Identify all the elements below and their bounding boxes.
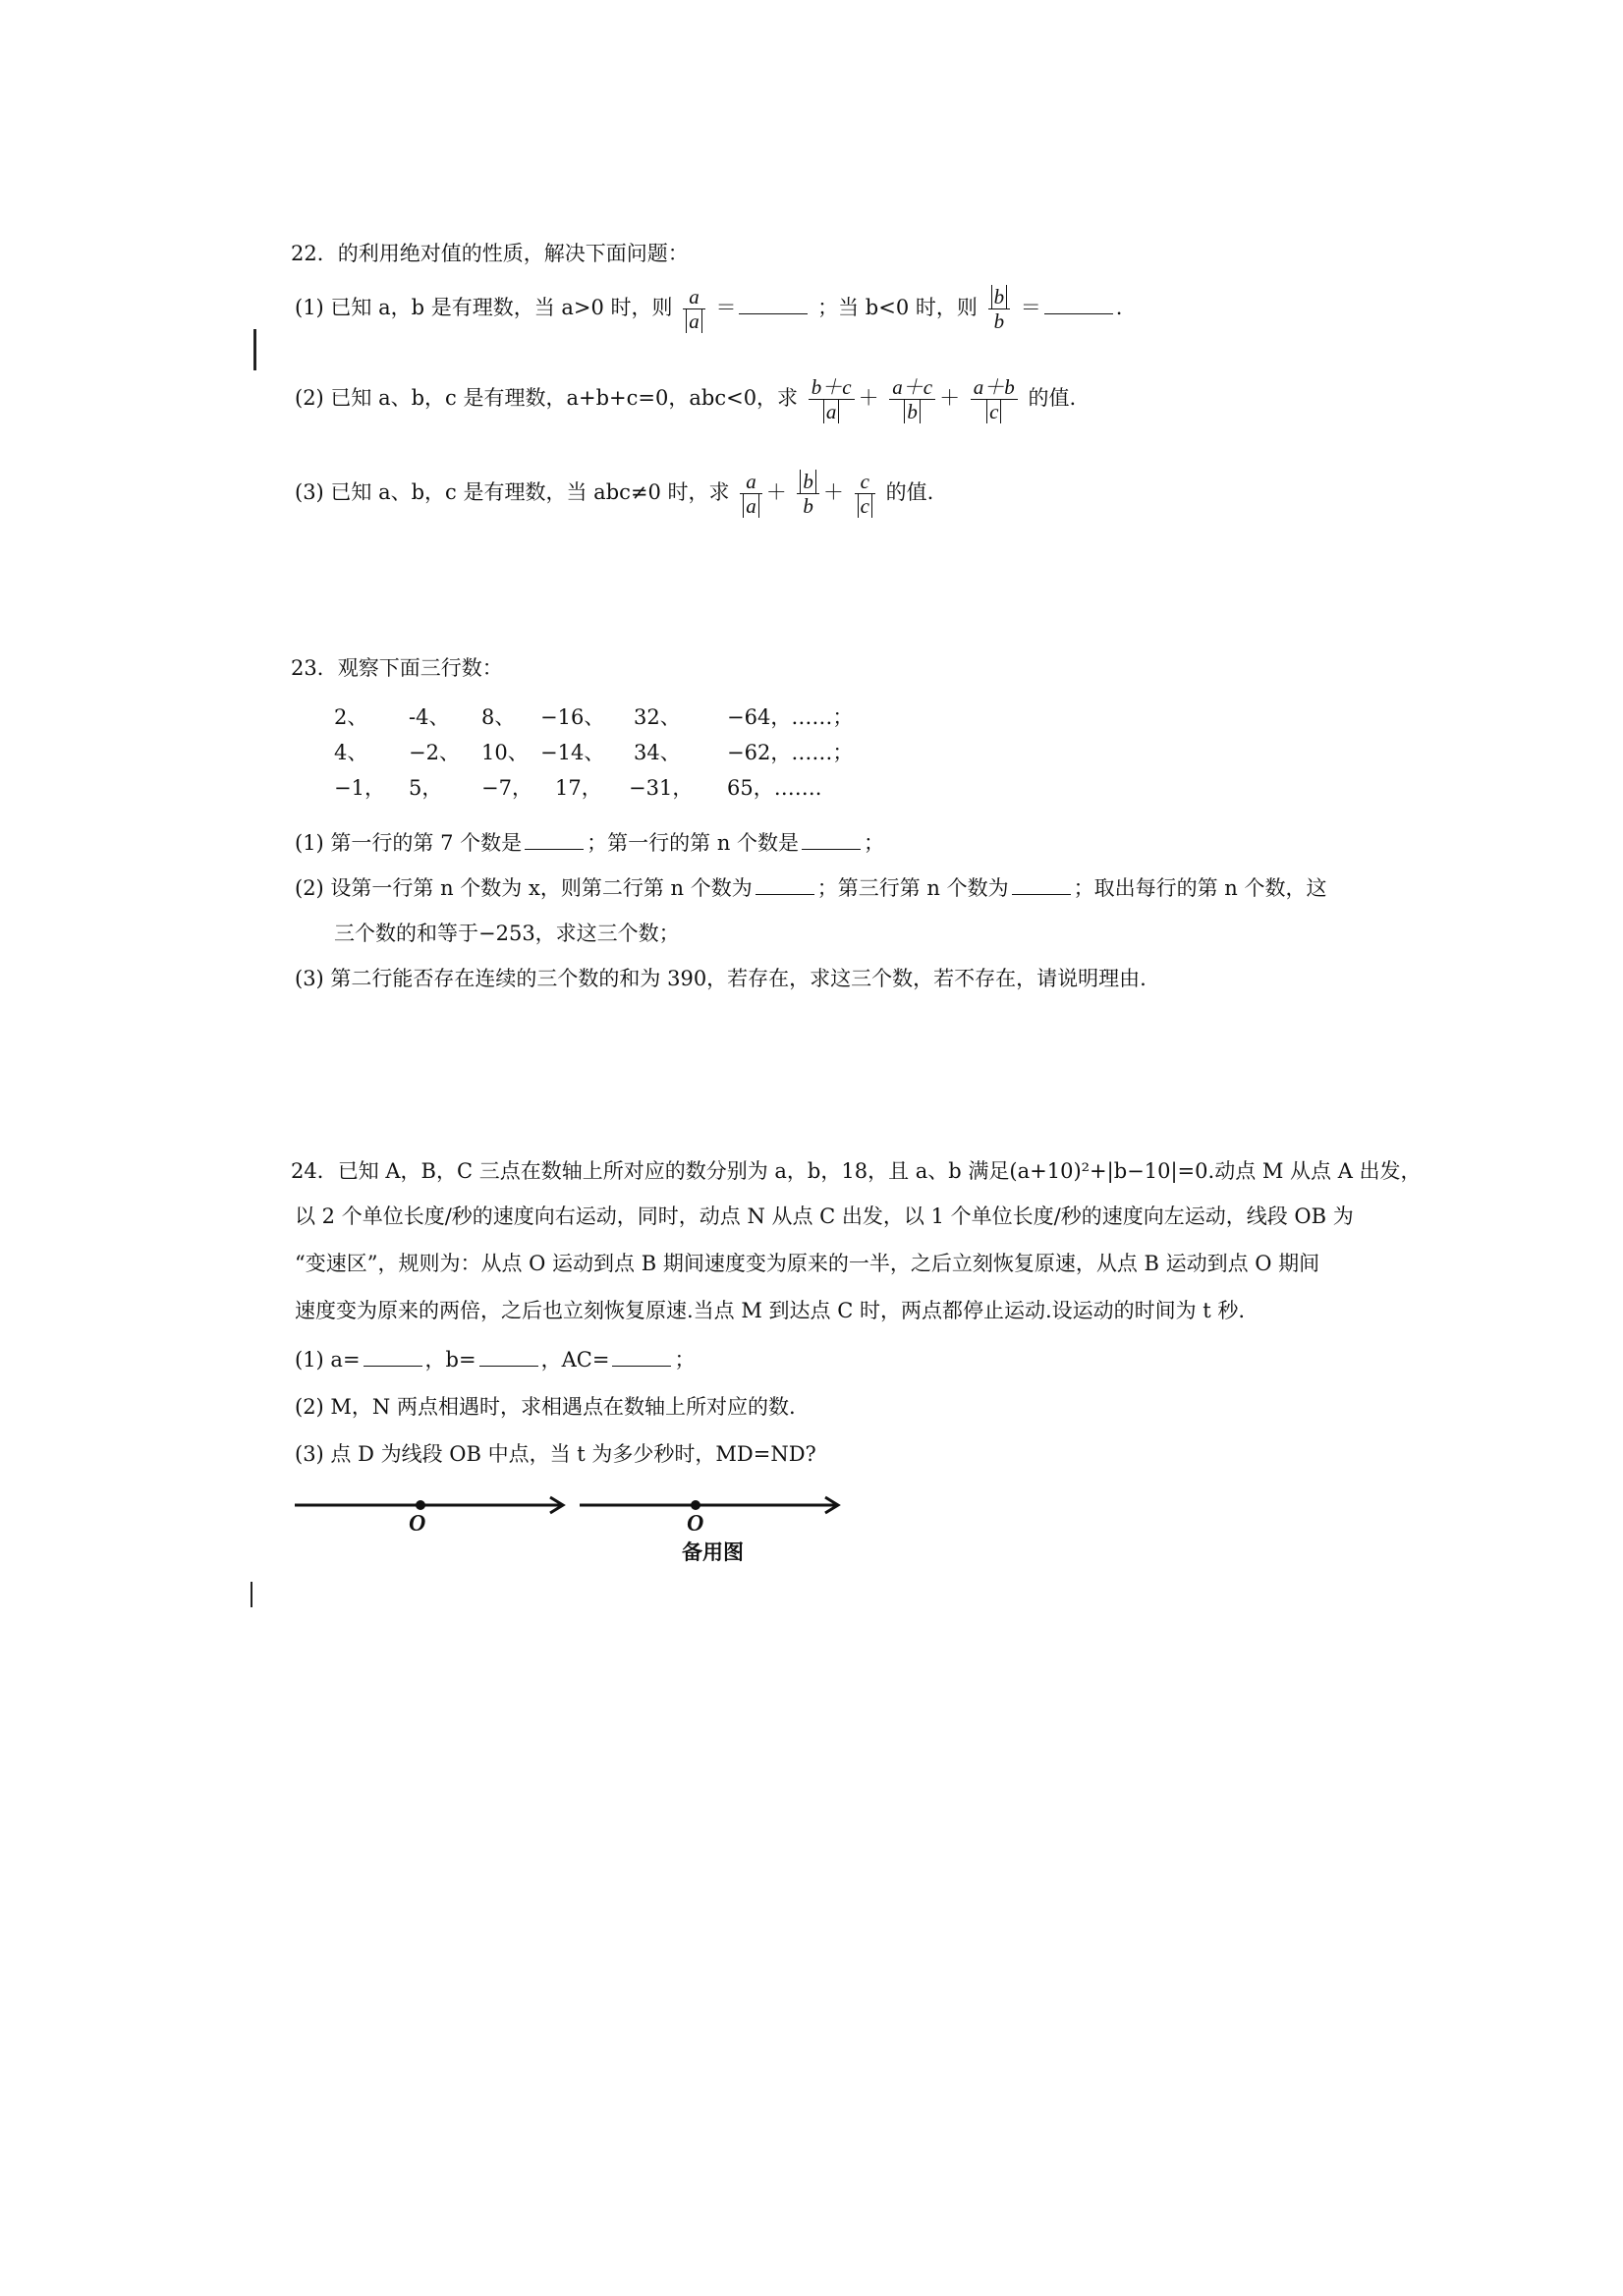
q22-title: 22．的利用绝对值的性质，解决下面问题：: [291, 242, 689, 265]
q22-p2-fraction2: $\frac{a+c}{b}$: [889, 375, 935, 423]
row-cell: −7，: [481, 776, 532, 800]
q23-part1: (1) 第一行的第 7 个数是 ；第一行的第 n 个数是 ；: [295, 831, 885, 855]
row-cell: −16、: [540, 705, 605, 729]
q22-p2-fraction1: $\frac{b+c}{a}$: [809, 375, 855, 423]
q24-part3: (3) 点 D 为线段 OB 中点，当 t 为多少秒时，MD=ND?: [295, 1442, 816, 1466]
q22-part2: (2) 已知 a、b，c 是有理数，a+b+c=0，abc<0，求 $\frac{b+c}{a}$ ＋ $\frac{a+c}{b}$ ＋ $\frac{a+b}{c}$ 的值.: [295, 375, 1077, 424]
q24-line1: 24．已知 A，B，C 三点在数轴上所对应的数分别为 a，b，18，且 a、b 满足(a+10)²+|b−10|=0.动点 M 从点 A 出发，: [291, 1159, 1422, 1183]
row-cell: -4、: [409, 705, 450, 729]
q22-part1: (1) 已知 a，b 是有理数，当 a>0 时，则 $\frac{a}{a}$ ＝ ；当 b<0 时，则 $\frac{b}{b}$ ＝ .: [295, 285, 1123, 334]
q22-p2-fraction3: $\frac{a+b}{c}$: [971, 375, 1018, 423]
margin-bracket-mark: [253, 329, 256, 370]
q23-part2: (2) 设第一行第 n 个数为 x，则第二行第 n 个数为 ；第三行第 n 个数为 ；取出每行的第 n 个数，这: [295, 876, 1327, 900]
number-line-diagrams: [285, 1484, 855, 1572]
row-cell: 65，…….: [727, 776, 822, 800]
row-cell: −14、: [540, 741, 605, 764]
row-cell: 8、: [481, 705, 516, 729]
row-cell: 5，: [409, 776, 443, 800]
q23-title: 23．观察下面三行数：: [291, 656, 503, 680]
row-cell: −64，……；: [727, 705, 854, 729]
row-cell: 10、: [481, 741, 529, 764]
axis1-origin-label: O: [409, 1511, 426, 1537]
q22-p3-fraction2: $\frac{b}{b}$: [797, 470, 819, 518]
blank[interactable]: [364, 1366, 422, 1367]
blank[interactable]: [612, 1366, 671, 1367]
axis2-caption: 备用图: [682, 1540, 744, 1564]
q22-p3-fraction3: $\frac{c}{c}$: [855, 470, 875, 518]
q23-part2-line2: 三个数的和等于−253，求这三个数；: [334, 922, 680, 945]
blank[interactable]: [525, 849, 584, 850]
number-line-1: [295, 1497, 563, 1513]
origin-point: [691, 1500, 700, 1510]
blank[interactable]: [739, 313, 808, 314]
row-cell: −62，……；: [727, 741, 854, 764]
origin-point: [416, 1500, 425, 1510]
q22-part3: (3) 已知 a、b，c 是有理数，当 abc≠0 时，求 $\frac{a}{a}$ ＋ $\frac{b}{b}$ ＋ $\frac{c}{c}$ 的值.: [295, 470, 934, 519]
number-line-2: [580, 1497, 838, 1513]
margin-tick-mark: [251, 1582, 252, 1607]
q24-line2: 以 2 个单位长度/秒的速度向右运动，同时，动点 N 从点 C 出发，以 1 个单位长度/秒的速度向左运动，线段 OB 为: [295, 1204, 1354, 1228]
q23-row-2: [334, 737, 884, 764]
axis2-origin-label: O: [687, 1511, 704, 1537]
row-cell: 4、: [334, 741, 368, 764]
blank[interactable]: [479, 1366, 538, 1367]
blank[interactable]: [756, 894, 814, 895]
q23-row-1: [334, 701, 884, 729]
q24-part1: (1) a= ，b= ，AC= ；: [295, 1348, 696, 1372]
row-cell: 34、: [634, 741, 681, 764]
q23-part3: (3) 第二行能否存在连续的三个数的和为 390，若存在，求这三个数，若不存在，请说明理由.: [295, 967, 1147, 990]
q22-p3-fraction1: $\frac{a}{a}$: [740, 470, 762, 518]
q22-p1-fraction: $\frac{a}{a}$: [683, 285, 705, 333]
row-cell: −2、: [409, 741, 460, 764]
blank[interactable]: [802, 849, 861, 850]
q24-line3: “变速区”，规则为：从点 O 运动到点 B 期间速度变为原来的一半，之后立刻恢复原速，从点 B 运动到点 O 期间: [295, 1252, 1320, 1275]
row-cell: 17，: [555, 776, 602, 800]
q24-part2: (2) M，N 两点相遇时，求相遇点在数轴上所对应的数.: [295, 1395, 796, 1419]
row-cell: 32、: [634, 705, 681, 729]
q24-line4: 速度变为原来的两倍，之后也立刻恢复原速.当点 M 到达点 C 时，两点都停止运动.设运动的时间为 t 秒.: [295, 1299, 1246, 1322]
q23-row-3: [334, 772, 884, 800]
q22-p1-fraction2: $\frac{b}{b}$: [988, 285, 1011, 333]
blank[interactable]: [1012, 894, 1071, 895]
row-cell: −31，: [629, 776, 694, 800]
blank[interactable]: [1044, 313, 1113, 314]
row-cell: −1，: [334, 776, 385, 800]
row-cell: 2、: [334, 705, 368, 729]
